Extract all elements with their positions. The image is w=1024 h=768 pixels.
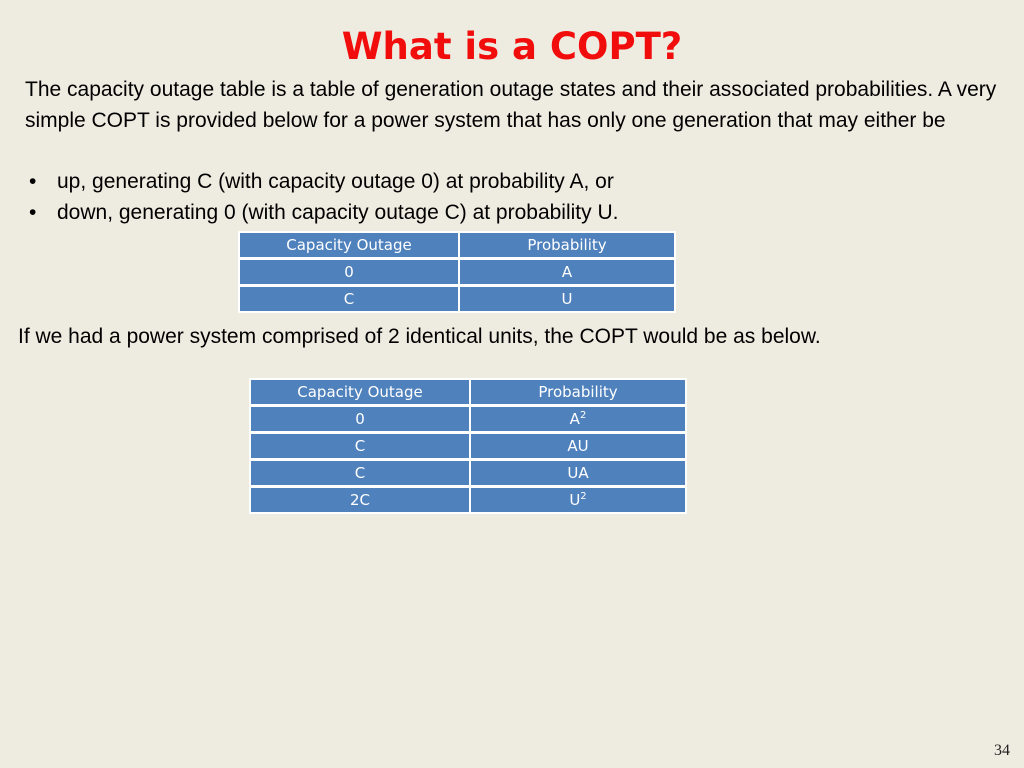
bullet-item — [25, 197, 1010, 228]
cell-probability: UA — [471, 461, 685, 488]
bullet-text: up, generating C (with capacity outage 0) at probability A, or — [57, 170, 614, 193]
table-row — [240, 260, 674, 287]
header-probability: Probability — [471, 380, 685, 407]
cell-probability: AU — [471, 434, 685, 461]
header-capacity-outage: Capacity Outage — [251, 380, 471, 407]
cell-outage: 0 — [251, 407, 471, 434]
cell-probability: A — [460, 260, 674, 287]
cell-outage: C — [251, 461, 471, 488]
header-capacity-outage: Capacity Outage — [240, 233, 460, 260]
two-unit-paragraph: If we had a power system comprised of 2 identical units, the COPT would be as below. — [18, 325, 821, 348]
table-row — [240, 287, 674, 311]
cell-probability: U — [460, 287, 674, 311]
table-header-row — [251, 380, 685, 407]
bullet-icon: • — [29, 170, 37, 193]
cell-outage: C — [251, 434, 471, 461]
cell-probability: $U^2$ — [471, 488, 685, 512]
slide-title: What is a COPT? — [341, 25, 683, 68]
intro-paragraph: The capacity outage table is a table of generation outage states and their associated probabilities. A very simple COPT is provided below for a power system that has only one generation that may either be — [25, 78, 997, 132]
table-row — [251, 488, 685, 512]
table-row — [251, 434, 685, 461]
table-row — [251, 407, 685, 434]
bullet-text: down, generating 0 (with capacity outage C) at probability U. — [57, 201, 619, 224]
header-probability: Probability — [460, 233, 674, 260]
bullet-item — [25, 166, 1010, 197]
cell-outage: 2C — [251, 488, 471, 512]
page-number: 34 — [994, 742, 1010, 759]
cell-outage: C — [240, 287, 460, 311]
copt-table-single-unit — [238, 231, 676, 313]
cell-outage: 0 — [240, 260, 460, 287]
cell-probability: $A^2$ — [471, 407, 685, 434]
copt-table-two-units — [249, 378, 687, 514]
table-row — [251, 461, 685, 488]
bullet-list — [25, 166, 1010, 228]
bullet-icon: • — [29, 201, 37, 224]
table-header-row — [240, 233, 674, 260]
